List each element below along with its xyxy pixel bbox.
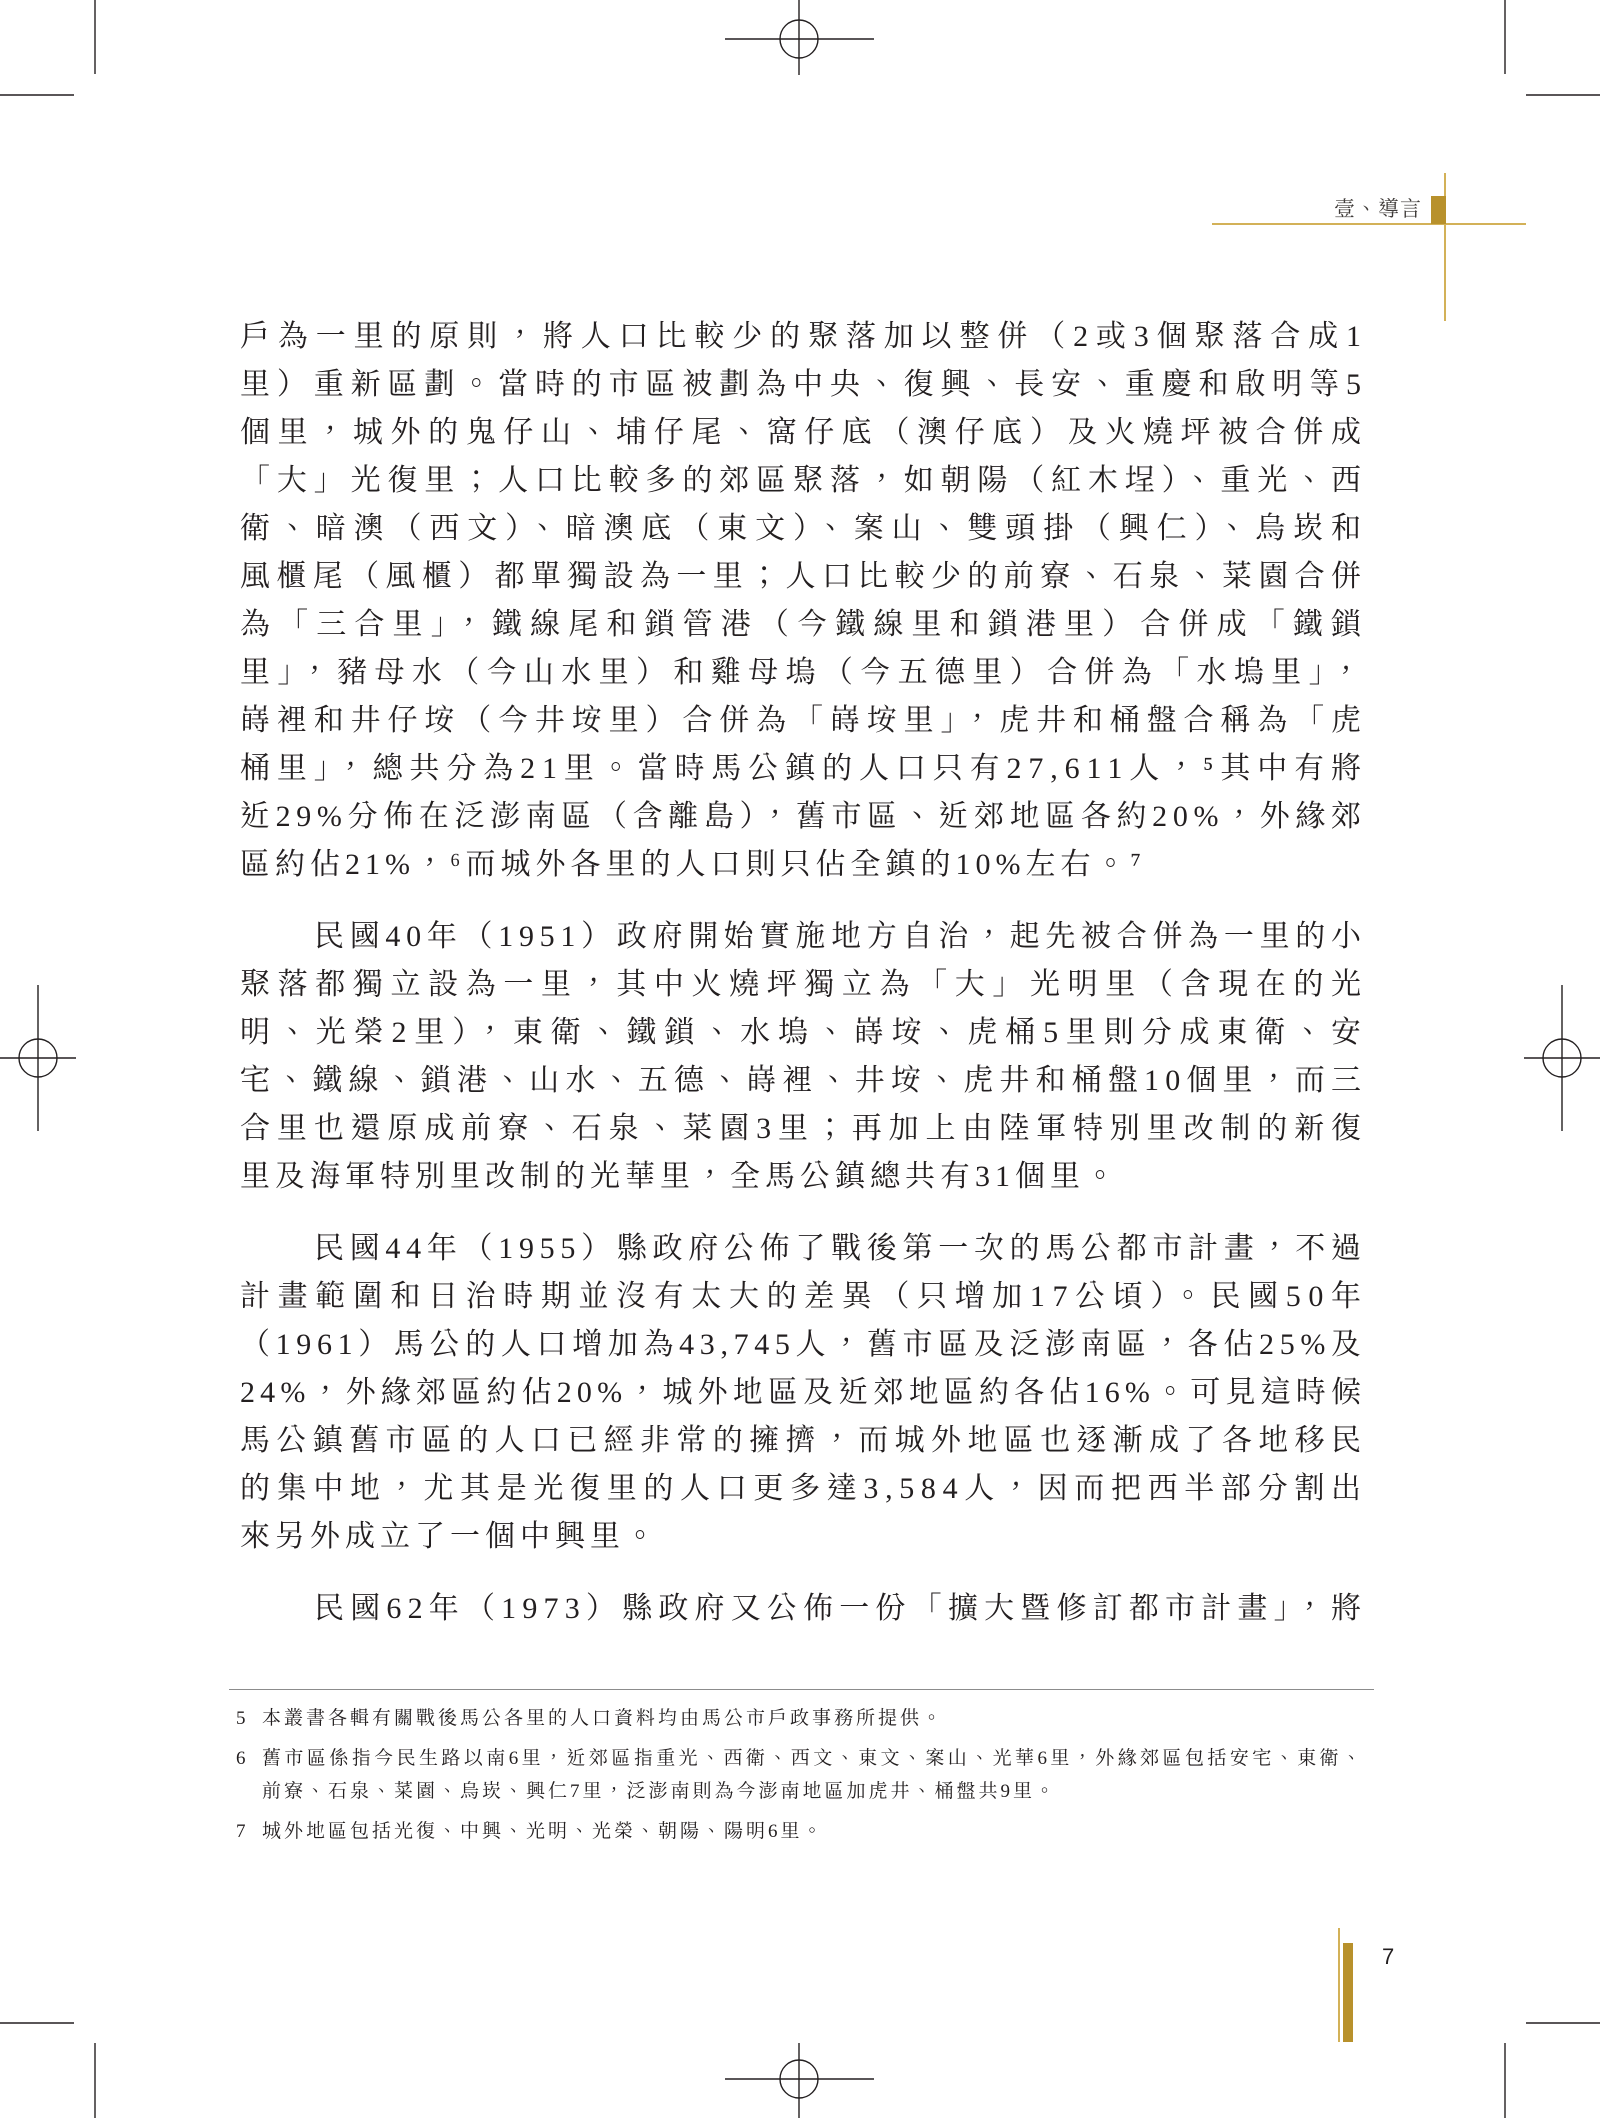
text-line: 風櫃尾（風櫃）都單獨設為一里；人口比較少的前寮、石泉、菜園合併 <box>240 560 1368 593</box>
header-gold-horizontal-rule <box>1212 223 1526 225</box>
page-number-gold-rule <box>1338 1928 1340 2042</box>
text-line: 里）重新區劃。當時的市區被劃為中央、復興、長安、重慶和啟明等5 <box>240 368 1368 401</box>
text-line: 民國62年（1973）縣政府又公佈一份「擴大暨修訂都市計畫」，將 <box>314 1592 1368 1625</box>
body-text <box>240 313 1370 1633</box>
text-line: 衛、暗澳（西文）、暗澳底（東文）、案山、雙頭掛（興仁）、烏崁和 <box>240 512 1369 545</box>
paragraph-continued <box>240 313 1370 889</box>
paragraph <box>240 1225 1369 1561</box>
text-line: 計畫範圍和日治時期並沒有太大的差異（只增加17公頃）。民國50年 <box>240 1280 1369 1313</box>
footnote-separator-rule <box>229 1689 1374 1690</box>
footnote-line: 本叢書各輯有關戰後馬公各里的人口資料均由馬公市戶政事務所提供。 <box>262 1708 945 1729</box>
footnote-number: 5 <box>236 1708 246 1729</box>
footnote-text <box>262 1815 1361 1848</box>
text-line: 區約佔21%，⁶而城外各里的人口則只佔全鎮的10%左右。⁷ <box>240 848 1146 881</box>
footnote-line: 城外地區包括光復、中興、光明、光榮、朝陽、陽明6里。 <box>262 1821 825 1842</box>
paragraph <box>240 913 1369 1201</box>
footnote-5 <box>236 1702 1361 1735</box>
footnote-text <box>262 1742 1365 1808</box>
running-header-section-title: 壹、導言 <box>1334 197 1422 221</box>
footnote-line: 舊市區係指今民生路以南6里，近郊區指重光、西衛、西文、東文、案山、光華6里，外緣郊區包括安宅、東衛、 <box>262 1748 1365 1769</box>
text-line: 桶里」，總共分為21里。當時馬公鎮的人口只有27,611人，⁵其中有將 <box>240 752 1368 785</box>
text-line: 24%，外緣郊區約佔20%，城外地區及近郊地區約各佔16%。可見這時候 <box>240 1376 1367 1409</box>
page-number: 7 <box>1382 1944 1395 1969</box>
text-line: 民國44年（1955）縣政府公佈了戰後第一次的馬公都市計畫，不過 <box>314 1232 1367 1265</box>
text-line: 個里，城外的鬼仔山、埔仔尾、窩仔底（澳仔底）及火燒坪被合併成 <box>240 416 1369 449</box>
text-line: 里及海軍特別里改制的光華里，全馬公鎮總共有31個里。 <box>240 1160 1120 1193</box>
text-line: 民國40年（1951）政府開始實施地方自治，起先被合併為一里的小 <box>314 920 1367 953</box>
footnotes <box>236 1702 1365 1848</box>
text-line: 的集中地，尤其是光復里的人口更多達3,584人，因而把西半部分割出 <box>240 1472 1368 1505</box>
text-line: 來另外成立了一個中興里。 <box>240 1520 660 1553</box>
text-line: （1961）馬公的人口增加為43,745人，舊市區及泛澎南區，各佔25%及 <box>240 1328 1367 1361</box>
footnote-line: 前寮、石泉、菜園、烏崁、興仁7里，泛澎南則為今澎南地區加虎井、桶盤共9里。 <box>262 1781 1058 1802</box>
text-line: 合里也還原成前寮、石泉、菜園3里；再加上由陸軍特別里改制的新復 <box>240 1112 1368 1145</box>
footnote-number: 6 <box>236 1748 246 1769</box>
text-line: 戶為一里的原則，將人口比較少的聚落加以整併（2或3個聚落合成1 <box>240 320 1369 353</box>
text-line: 宅、鐵線、鎖港、山水、五德、嵵裡、井垵、虎井和桶盤10個里，而三 <box>240 1064 1368 1097</box>
footnote-6 <box>236 1742 1365 1808</box>
footnote-7 <box>236 1815 1361 1848</box>
text-line: 近29%分佈在泛澎南區（含離島），舊市區、近郊地區各約20%，外緣郊 <box>240 800 1367 833</box>
text-line: 聚落都獨立設為一里，其中火燒坪獨立為「大」光明里（含現在的光 <box>240 968 1369 1001</box>
text-line: 明、光榮2里），東衛、鐵鎖、水塢、嵵垵、虎桶5里則分成東衛、安 <box>240 1016 1369 1049</box>
header-gold-tab <box>1431 196 1446 224</box>
footnote-text <box>262 1702 1361 1735</box>
page-number-gold-bar <box>1343 1943 1353 2042</box>
text-line: 里」，豬母水（今山水里）和雞母塢（今五德里）合併為「水塢里」， <box>240 656 1369 689</box>
footnote-number: 7 <box>236 1821 246 1842</box>
paragraph-continues-next-page <box>240 1585 1368 1633</box>
text-line: 嵵裡和井仔垵（今井垵里）合併為「嵵垵里」，虎井和桶盤合稱為「虎 <box>240 704 1368 737</box>
text-line: 為「三合里」，鐵線尾和鎖管港（今鐵線里和鎖港里）合併成「鐵鎖 <box>240 608 1370 641</box>
text-line: 馬公鎮舊市區的人口已經非常的擁擠，而城外地區也逐漸成了各地移民 <box>240 1424 1368 1457</box>
text-line: 「大」光復里；人口比較多的郊區聚落，如朝陽（紅木埕）、重光、西 <box>240 464 1368 497</box>
